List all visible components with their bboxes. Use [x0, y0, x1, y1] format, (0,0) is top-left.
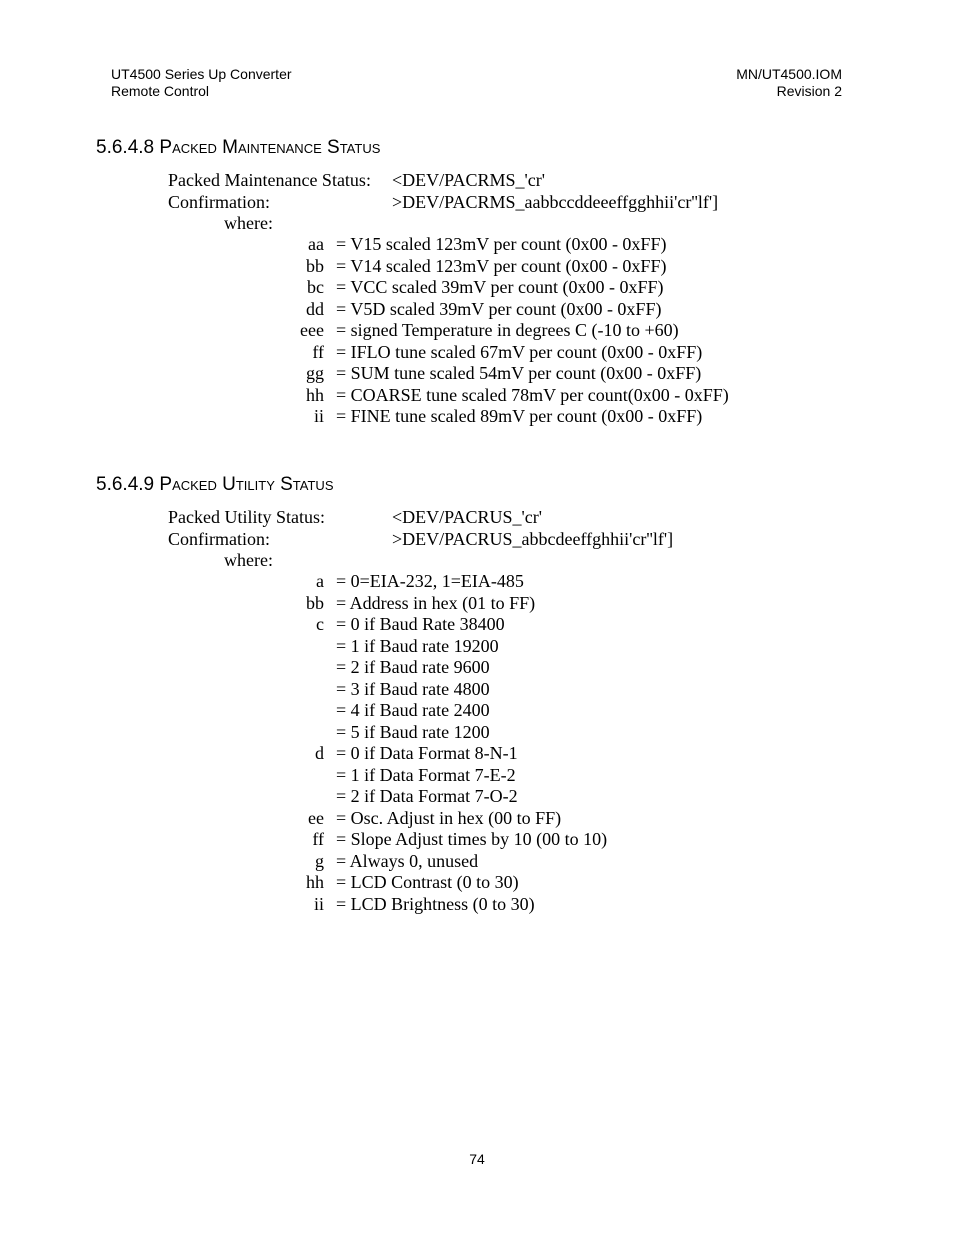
- param-description: = 0=EIA-232, 1=EIA-485: [336, 571, 524, 591]
- param-description: = Always 0, unused: [336, 850, 479, 871]
- command-block-maintenance: [168, 170, 719, 235]
- section-heading-utility: [96, 474, 334, 496]
- command-row: [168, 507, 542, 529]
- param-description: = V15 scaled 123mV per count (0x00 - 0xFF): [336, 234, 667, 254]
- param-description: = Osc. Adjust in hex (00 to FF): [336, 807, 562, 828]
- command-label: Packed Utility Status:: [168, 507, 325, 527]
- param-description: = COARSE tune scaled 78mV per count(0x00 - 0xFF): [336, 384, 729, 405]
- param-description: = signed Temperature in degrees C (-10 to +60): [336, 320, 679, 340]
- page-number: 74: [469, 1151, 485, 1167]
- param-code: hh: [306, 384, 324, 405]
- param-description: = FINE tune scaled 89mV per count (0x00 - 0xFF): [336, 406, 703, 426]
- command-row: [168, 170, 545, 192]
- param-code: gg: [306, 363, 324, 383]
- param-code: ii: [313, 893, 324, 914]
- command-label: Packed Maintenance Status:: [168, 170, 371, 190]
- param-description: = LCD Brightness (0 to 30): [336, 893, 535, 914]
- section-heading-maintenance: [96, 137, 380, 159]
- param-description: = 2 if Baud rate 9600: [336, 657, 490, 677]
- param-code: aa: [308, 234, 324, 254]
- param-code: a: [316, 571, 324, 591]
- param-description: = 1 if Data Format 7-E-2: [336, 764, 516, 785]
- param-code: g: [315, 850, 324, 871]
- confirmation-label: Confirmation:: [168, 191, 270, 212]
- header-right: [736, 66, 842, 100]
- param-description: = 5 if Baud rate 1200: [336, 721, 490, 742]
- param-code: c: [316, 614, 324, 634]
- doc-revision: Revision 2: [776, 83, 842, 99]
- param-description: = Slope Adjust times by 10 (00 to 10): [336, 829, 608, 849]
- param-code: bb: [306, 592, 324, 613]
- param-description: = 0 if Data Format 8-N-1: [336, 743, 518, 763]
- param-code: ff: [312, 829, 324, 849]
- where-label: where:: [224, 550, 273, 570]
- section-number: 5.6.4.8: [96, 137, 155, 158]
- param-code: ii: [313, 406, 324, 426]
- command-block-utility: [168, 507, 674, 572]
- param-description: = SUM tune scaled 54mV per count (0x00 - 0xFF): [336, 363, 702, 383]
- where-label: where:: [224, 213, 273, 233]
- doc-chapter: Remote Control: [111, 83, 210, 99]
- param-code: hh: [306, 872, 324, 892]
- confirmation-row: [168, 191, 719, 214]
- doc-id: MN/UT4500.IOM: [736, 66, 842, 82]
- param-code: eee: [300, 320, 324, 340]
- doc-title: UT4500 Series Up Converter: [111, 66, 292, 82]
- param-code: dd: [306, 298, 324, 319]
- confirmation-label: Confirmation:: [168, 528, 270, 549]
- section-title: Packed Utility Status: [159, 474, 334, 495]
- param-code: bc: [307, 277, 324, 297]
- param-code: d: [315, 743, 324, 763]
- param-description: = IFLO tune scaled 67mV per count (0x00 - 0xFF): [336, 341, 703, 362]
- confirmation-row: [168, 528, 674, 551]
- param-code: ee: [308, 807, 324, 828]
- section-number: 5.6.4.9: [96, 474, 155, 495]
- command-value: <DEV/PACRUS_'cr': [392, 507, 542, 527]
- param-description: = 4 if Baud rate 2400: [336, 700, 490, 720]
- param-description: = VCC scaled 39mV per count (0x00 - 0xFF): [336, 277, 664, 297]
- confirmation-value: >DEV/PACRMS_aabbccddeeeffgghhii'cr''lf']: [392, 191, 719, 212]
- section-title: Packed Maintenance Status: [159, 137, 381, 158]
- param-description: = 2 if Data Format 7-O-2: [336, 786, 518, 806]
- param-description: = LCD Contrast (0 to 30): [336, 872, 519, 892]
- param-description: = V14 scaled 123mV per count (0x00 - 0xFF): [336, 255, 667, 276]
- param-description: = Address in hex (01 to FF): [336, 592, 536, 613]
- param-description: = 0 if Baud Rate 38400: [336, 614, 505, 634]
- param-description: = 1 if Baud rate 19200: [336, 635, 499, 656]
- confirmation-value: >DEV/PACRUS_abbcdeeffghhii'cr''lf']: [392, 528, 674, 549]
- param-description: = V5D scaled 39mV per count (0x00 - 0xFF): [336, 298, 662, 319]
- header-left: [111, 66, 292, 100]
- command-value: <DEV/PACRMS_'cr': [392, 170, 545, 190]
- param-code: bb: [306, 255, 324, 276]
- param-description: = 3 if Baud rate 4800: [336, 678, 490, 699]
- param-code: ff: [312, 341, 324, 362]
